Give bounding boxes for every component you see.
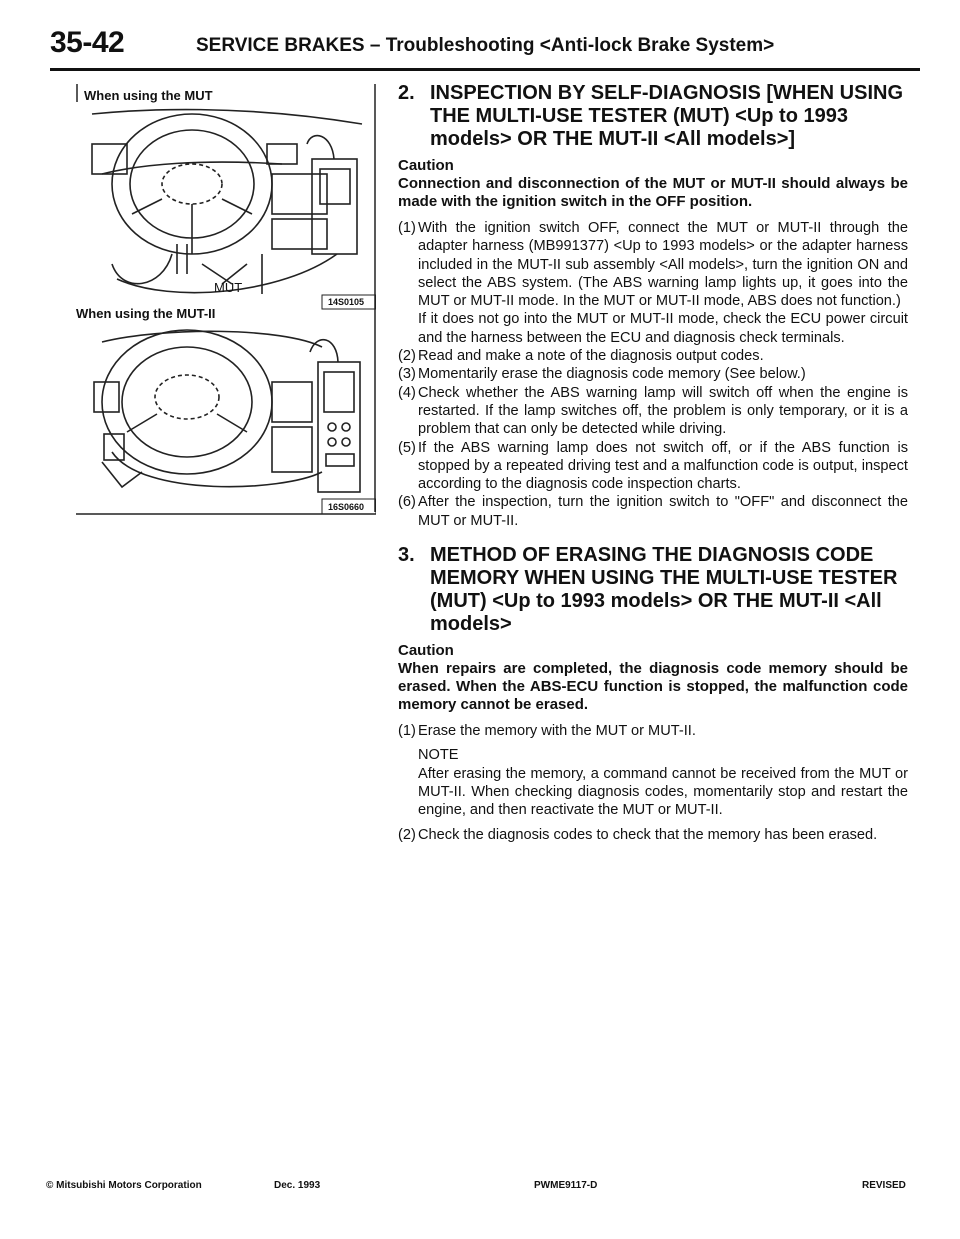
mut-callout: MUT (214, 280, 243, 295)
step-text: If it does not go into the MUT or MUT-II mode, check the ECU power circuit and the harness between the ECU and diagnosis check terminals. (418, 311, 908, 346)
step-text: Momentarily erase the diagnosis code memory (See below.) (418, 366, 806, 383)
step-number: (6) (398, 494, 416, 511)
footer-code: PWME9117-D (534, 1180, 598, 1191)
section-3-step (398, 722, 908, 740)
step-text: Check the diagnosis codes to check that the memory has been erased. (418, 826, 878, 843)
section-2-step (398, 310, 908, 347)
section-2-step (398, 219, 908, 310)
section-2-caution-text: Connection and disconnection of the MUT or MUT-II should always be made with the ignition switch in the OFF position. (398, 175, 908, 210)
section-2-number: 2. (398, 82, 415, 104)
section-2-step (398, 365, 908, 383)
step-number: (2) (398, 348, 416, 365)
section-3-number: 3. (398, 544, 415, 567)
step-text: With the ignition switch OFF, connect the MUT or MUT-II through the adapter harness (MB991377) <Up to 1993 models> or the adapter harness included in the MUT-II sub assembly <All models>, turn the ignition ON and select the ABS system. (The ABS warning lamp lights up, it goes into the MUT or MUT-II mode. In the MUT or MUT-II mode, ABS does not function.) (418, 220, 908, 310)
section-3-heading-text: METHOD OF ERASING THE DIAGNOSIS CODE MEMORY WHEN USING THE MULTI-USE TESTER (MUT) <Up to 1993 models> OR THE MUT-II <All models> (430, 544, 898, 636)
page-header (50, 26, 920, 70)
step-text: Check whether the ABS warning lamp will switch off when the engine is restarted. If the lamp switches off, the problem is only temporary, or it is a problem that can only be detected while driving. (418, 384, 908, 438)
mut-dashboard-illustration (82, 104, 372, 304)
step-number: (4) (398, 384, 416, 401)
section-3-caution-text: When repairs are completed, the diagnosis code memory should be erased. When the ABS-ECU function is stopped, the malfunction code memory cannot be erased. (398, 660, 908, 714)
figure-panel (76, 82, 376, 518)
step-number: (3) (398, 366, 416, 383)
figure-bottom-code: 16S0660 (328, 502, 365, 512)
step-number: (5) (398, 439, 416, 456)
section-2-step (398, 384, 908, 439)
step-number: (1) (398, 723, 416, 740)
figure-bottom-label: When using the MUT-II (76, 306, 216, 321)
page-title: SERVICE BRAKES – Troubleshooting <Anti-lock Brake System> (196, 35, 775, 56)
step-number: (1) (398, 220, 416, 236)
section-3-heading (398, 544, 908, 636)
figure-top-label: When using the MUT (84, 88, 213, 103)
page-number: 35-42 (50, 26, 125, 59)
step-text: If the ABS warning lamp does not switch off, or if the ABS function is stopped by a repeated driving test and a malfunction code is output, inspect according to the diagnosis code inspection charts. (418, 439, 908, 493)
main-text-column (398, 82, 908, 844)
note-text: After erasing the memory, a command cannot be received from the MUT or MUT-II. When checking diagnosis codes, momentarily stop and restart the engine, and then reactivate the MUT or MUT-II. (418, 765, 908, 819)
section-2-caution-label: Caution (398, 157, 454, 174)
step-text: Erase the memory with the MUT or MUT-II. (418, 723, 696, 740)
section-2-step (398, 439, 908, 494)
section-2-heading (398, 82, 908, 151)
section-2-step (398, 347, 908, 365)
header-rule (50, 68, 920, 71)
section-2-heading-text: INSPECTION BY SELF-DIAGNOSIS [WHEN USING THE MULTI-USE TESTER (MUT) <Up to 1993 models> OR THE MUT-II <All models>] (430, 82, 903, 150)
step-text: Read and make a note of the diagnosis output codes. (418, 348, 764, 365)
step-text: After the inspection, turn the ignition switch to "OFF" and disconnect the MUT or MUT-II. (418, 494, 908, 529)
section-3-caution-label: Caution (398, 642, 454, 660)
step-number: (2) (398, 826, 416, 843)
note-label: NOTE (418, 747, 459, 764)
footer-date: Dec. 1993 (274, 1180, 321, 1191)
section-2-step (398, 493, 908, 530)
section-3-step (398, 826, 908, 844)
footer-status: REVISED (862, 1180, 906, 1191)
footer-company: © Mitsubishi Motors Corporation (46, 1180, 202, 1191)
mut-ii-dashboard-illustration (82, 322, 372, 502)
figure-top-code: 14S0105 (328, 297, 365, 307)
